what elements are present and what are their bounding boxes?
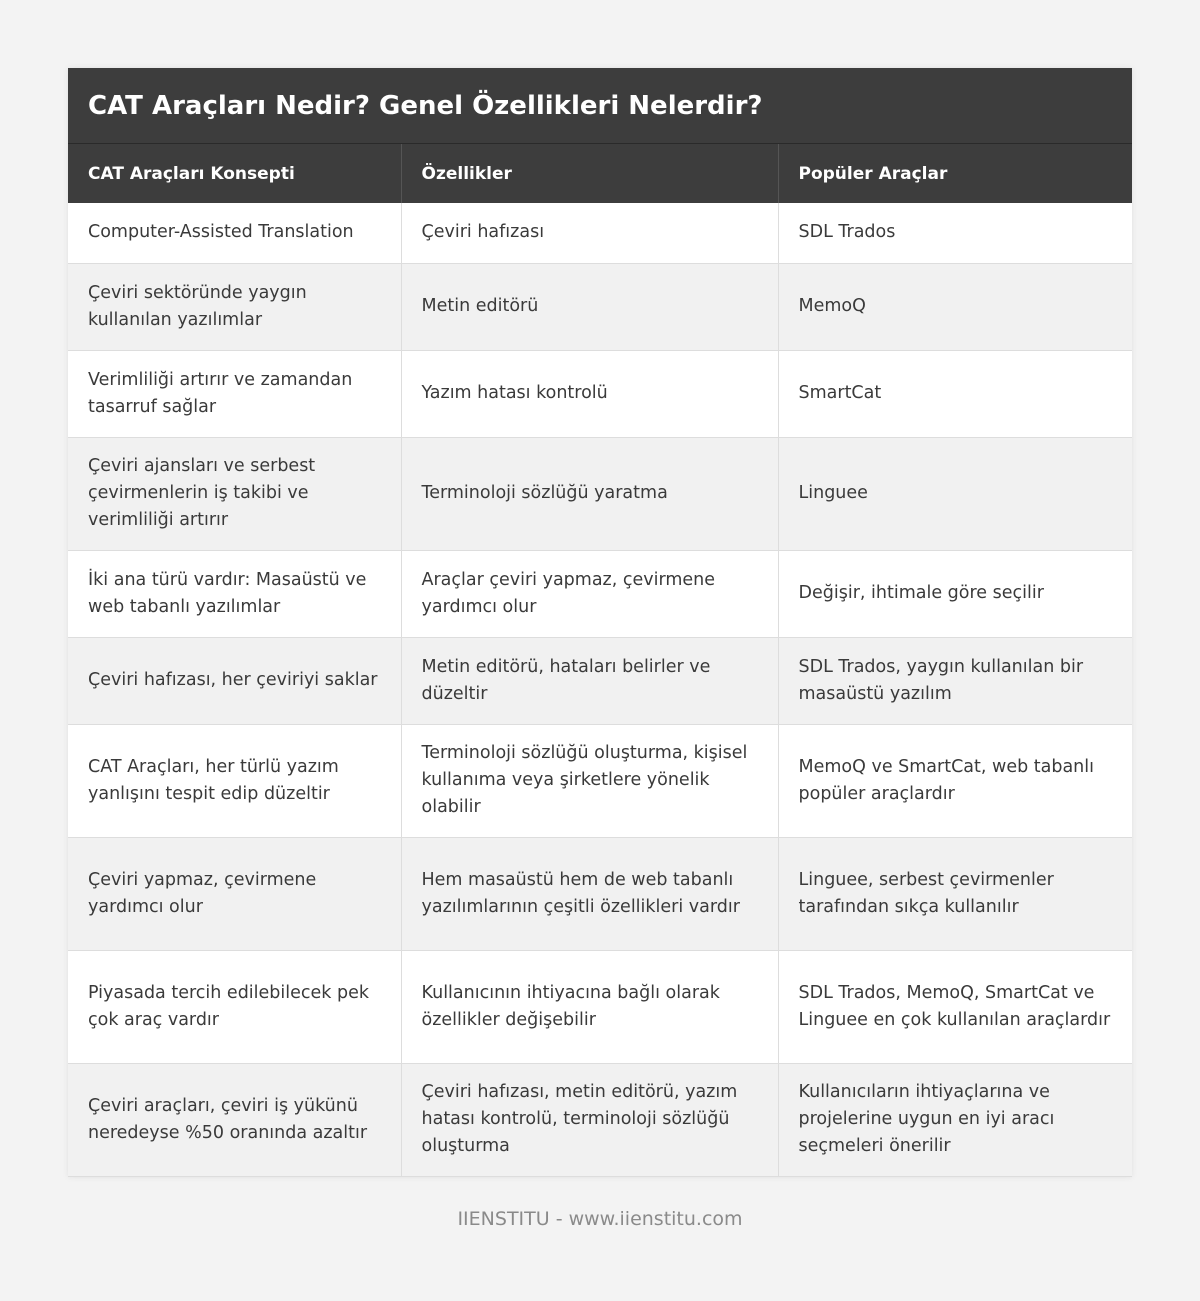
column-header: Popüler Araçlar: [778, 144, 1132, 203]
table-cell: Çeviri yapmaz, çevirmene yardımcı olur: [68, 837, 401, 950]
table-row: [68, 263, 1132, 350]
table-row: [68, 637, 1132, 724]
table-cell: SDL Trados, MemoQ, SmartCat ve Linguee en çok kullanılan araçlardır: [778, 950, 1132, 1063]
table-row: [68, 837, 1132, 950]
table-cell: Kullanıcının ihtiyacına bağlı olarak özellikler değişebilir: [401, 950, 778, 1063]
table-cell: CAT Araçları, her türlü yazım yanlışını tespit edip düzeltir: [68, 724, 401, 837]
table-row: [68, 1063, 1132, 1176]
table-cell: Linguee: [778, 437, 1132, 550]
table-cell: MemoQ ve SmartCat, web tabanlı popüler araçlardır: [778, 724, 1132, 837]
table-cell: SDL Trados: [778, 203, 1132, 263]
table-cell: Çeviri hafızası: [401, 203, 778, 263]
table-cell: Çeviri hafızası, her çeviriyi saklar: [68, 637, 401, 724]
table-cell: SmartCat: [778, 350, 1132, 437]
page-title: CAT Araçları Nedir? Genel Özellikleri Nelerdir?: [68, 68, 1132, 144]
table-row: [68, 550, 1132, 637]
table-cell: Hem masaüstü hem de web tabanlı yazılımlarının çeşitli özellikleri vardır: [401, 837, 778, 950]
table-cell: İki ana türü vardır: Masaüstü ve web tabanlı yazılımlar: [68, 550, 401, 637]
table-cell: Metin editörü: [401, 263, 778, 350]
data-table: [68, 144, 1132, 1177]
table-row: [68, 950, 1132, 1063]
table-cell: Metin editörü, hataları belirler ve düzeltir: [401, 637, 778, 724]
table-row: [68, 437, 1132, 550]
table-cell: SDL Trados, yaygın kullanılan bir masaüstü yazılım: [778, 637, 1132, 724]
table-cell: Verimliliği artırır ve zamandan tasarruf sağlar: [68, 350, 401, 437]
table-cell: Değişir, ihtimale göre seçilir: [778, 550, 1132, 637]
table-cell: Çeviri araçları, çeviri iş yükünü neredeyse %50 oranında azaltır: [68, 1063, 401, 1176]
table-cell: Computer-Assisted Translation: [68, 203, 401, 263]
column-header: Özellikler: [401, 144, 778, 203]
table-cell: Kullanıcıların ihtiyaçlarına ve projelerine uygun en iyi aracı seçmeleri önerilir: [778, 1063, 1132, 1176]
table-row: [68, 724, 1132, 837]
footer-credit: IIENSTITU - www.iienstitu.com: [457, 1208, 743, 1230]
table-cell: Linguee, serbest çevirmenler tarafından sıkça kullanılır: [778, 837, 1132, 950]
table-cell: Terminoloji sözlüğü yaratma: [401, 437, 778, 550]
table-cell: Çeviri sektöründe yaygın kullanılan yazılımlar: [68, 263, 401, 350]
table-row: [68, 350, 1132, 437]
table-row: [68, 203, 1132, 263]
table-cell: Piyasada tercih edilebilecek pek çok araç vardır: [68, 950, 401, 1063]
table-cell: Terminoloji sözlüğü oluşturma, kişisel kullanıma veya şirketlere yönelik olabilir: [401, 724, 778, 837]
column-header: CAT Araçları Konsepti: [68, 144, 401, 203]
table-cell: Yazım hatası kontrolü: [401, 350, 778, 437]
content-card: [68, 68, 1132, 1177]
table-cell: MemoQ: [778, 263, 1132, 350]
table-header-row: [68, 144, 1132, 203]
table-cell: Çeviri hafızası, metin editörü, yazım hatası kontrolü, terminoloji sözlüğü oluşturma: [401, 1063, 778, 1176]
table-cell: Araçlar çeviri yapmaz, çevirmene yardımcı olur: [401, 550, 778, 637]
table-cell: Çeviri ajansları ve serbest çevirmenlerin iş takibi ve verimliliği artırır: [68, 437, 401, 550]
